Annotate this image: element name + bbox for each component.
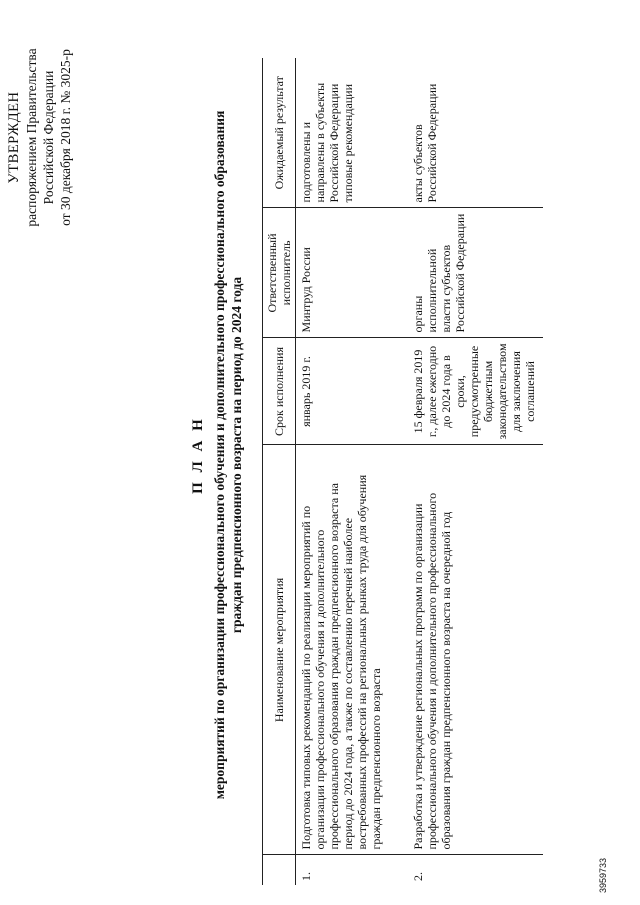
- header-num: [263, 855, 296, 885]
- row-num: 2.: [411, 872, 425, 881]
- header-name: Наименование мероприятия: [263, 445, 296, 855]
- row-num: 1.: [299, 872, 313, 881]
- approval-country: Российской Федерации: [41, 70, 56, 205]
- document-title: [190, 45, 245, 865]
- header-result: Ожидаемый результат: [263, 58, 296, 208]
- approval-decree: распоряжением Правительства: [24, 48, 39, 227]
- row-term: январь 2019 г.: [296, 338, 409, 445]
- header-term: Срок исполнения: [263, 338, 296, 445]
- row-executor: органы исполнительной власти субъектов Российской Федерации: [408, 208, 543, 338]
- title-line-2: граждан предпенсионного возраста на период до 2024 года: [229, 276, 244, 634]
- title-line-1: мероприятий по организации профессионального обучения и дополнительного профессионального образования: [212, 110, 227, 800]
- approval-heading: УТВЕРЖДЕН: [6, 91, 22, 184]
- approval-stamp: [6, 25, 74, 250]
- row-term: 15 февраля 2019 г., далее ежегодно до 2024 года в сроки, предусмотренные бюджетным законодательством для заключения соглашений: [408, 338, 543, 445]
- row-name: Подготовка типовых рекомендаций по реализации мероприятий по организации профессионального обучения и дополнительного профессионального образования граждан предпенсионного возраста на период до 2024 года, а также по составлению перечней наиболее востребованных профессий на региональных рынках труда для обучения граждан предпенсионного возраста: [296, 445, 409, 855]
- table-row: [296, 58, 409, 885]
- row-name: Разработка и утверждение региональных программ по организации профессионального обучения и дополнительного профессионального образования граждан предпенсионного возраста на очередной год: [408, 445, 543, 855]
- document-id-number: 3959733: [598, 857, 608, 893]
- header-executor: Ответственный исполнитель: [263, 208, 296, 338]
- plan-heading: П Л А Н: [190, 416, 206, 494]
- row-result: акты субъектов Российской Федерации: [408, 58, 543, 208]
- table-header-row: [263, 58, 296, 885]
- table-row: [408, 58, 543, 885]
- approval-date: от 30 декабря 2018 г. № 3025-р: [58, 49, 73, 226]
- row-executor: Минтруд России: [296, 208, 409, 338]
- plan-table: [262, 58, 543, 885]
- row-result: подготовлены и направлены в субъекты Российской Федерации типовые рекомендации: [296, 58, 409, 208]
